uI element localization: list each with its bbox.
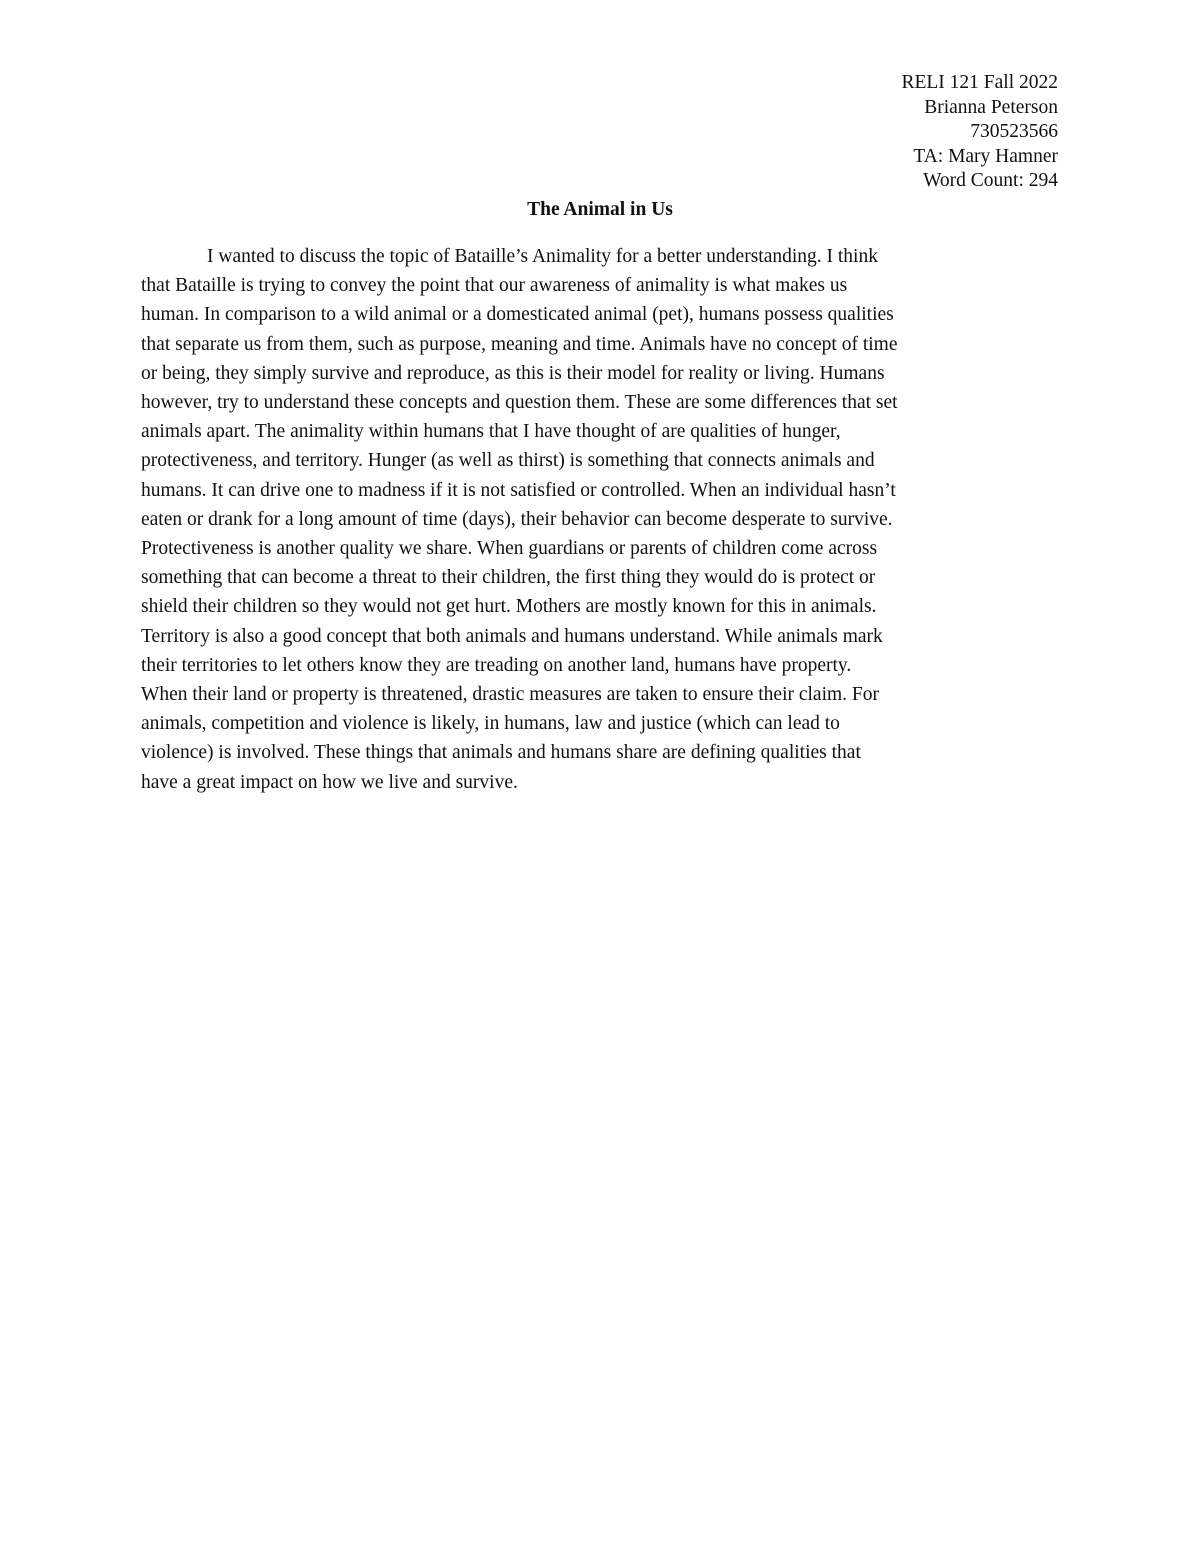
paragraph-line: Territory is also a good concept that both animals and humans understand. While animals mark [141,625,883,647]
paragraph-line: I wanted to discuss the topic of Bataille’s Animality for a better understanding. I think [207,246,878,267]
paragraph-line: their territories to let others know they are treading on another land, humans have property. [141,654,852,676]
course-line: RELI 121 Fall 2022 [901,72,1058,93]
paragraph-line: that separate us from them, such as purpose, meaning and time. Animals have no concept of time [141,333,898,355]
paragraph-line: Protectiveness is another quality we share. When guardians or parents of children come across [141,538,878,560]
header-block [901,71,1058,194]
paragraph-line: animals apart. The animality within humans that I have thought of are qualities of hunger, [141,421,841,443]
paragraph-line: protectiveness, and territory. Hunger (as well as thirst) is something that connects animals and [141,450,875,472]
student-name: Brianna Peterson [924,96,1058,118]
paragraph-line: shield their children so they would not get hurt. Mothers are mostly known for this in animals. [141,596,877,618]
paragraph-line: however, try to understand these concepts and question them. These are some differences that set [141,392,898,414]
paragraph-line: have a great impact on how we live and survive. [141,771,518,793]
paragraph-line: animals, competition and violence is likely, in humans, law and justice (which can lead to [141,713,840,735]
paragraph-line: that Bataille is trying to convey the point that our awareness of animality is what makes us [141,275,848,297]
body-paragraph [141,242,1059,797]
paragraph-line: eaten or drank for a long amount of time (days), their behavior can become desperate to survive. [141,508,893,530]
paragraph-line: or being, they simply survive and reproduce, as this is their model for reality or living. Humans [141,362,885,384]
word-count: Word Count: 294 [923,170,1058,191]
paragraph-line: violence) is involved. These things that animals and humans share are defining qualities that [141,742,861,764]
ta-line: TA: Mary Hamner [913,145,1058,167]
paragraph-line: something that can become a threat to their children, the first thing they would do is protect or [141,567,876,589]
paragraph-line: human. In comparison to a wild animal or a domesticated animal (pet), humans possess qualities [141,304,894,326]
student-id: 730523566 [970,121,1058,142]
paragraph-line: When their land or property is threatened, drastic measures are taken to ensure their claim. For [141,684,880,706]
paragraph-line: humans. It can drive one to madness if it is not satisfied or controlled. When an individual hasn’t [141,479,896,501]
document-title: The Animal in Us [527,199,673,220]
